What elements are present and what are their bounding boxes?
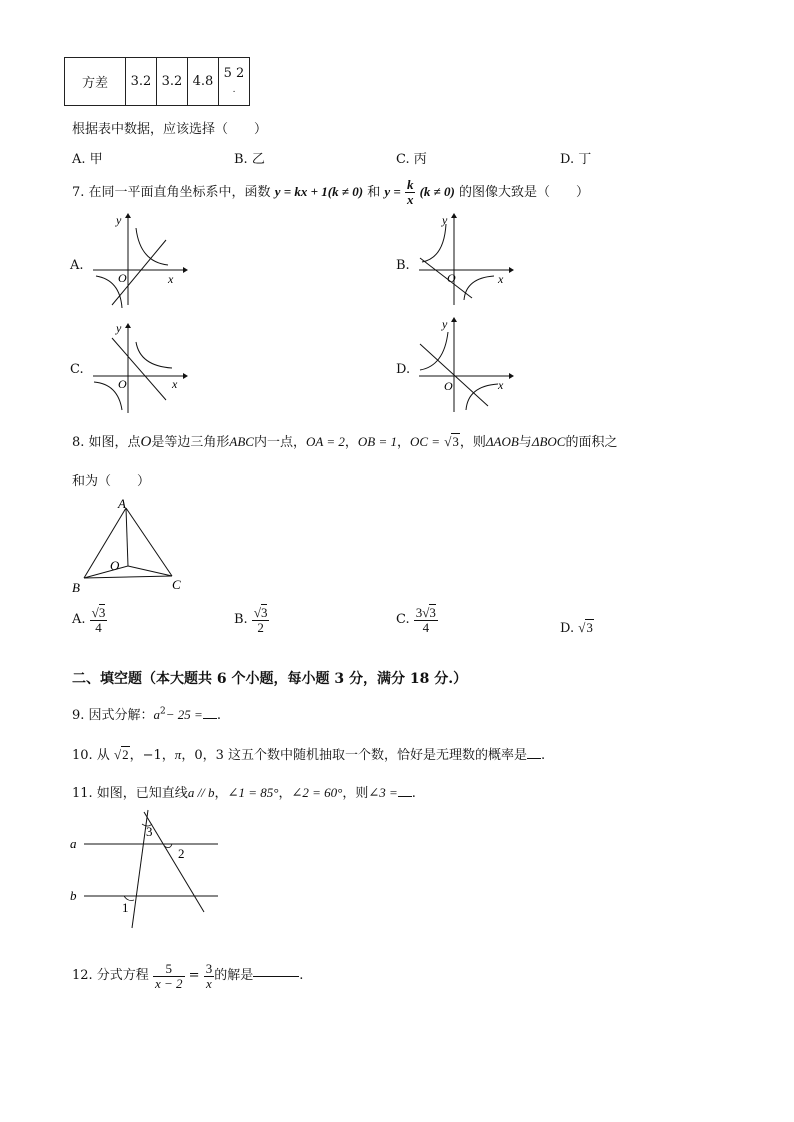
q11-tail: .: [411, 786, 416, 801]
q9-rest: − 25 =: [165, 707, 203, 722]
q8-option-a: [72, 606, 107, 634]
q8-abc: ABC: [229, 434, 254, 449]
q9: [72, 704, 221, 723]
q8-opt-b-rad: 3: [260, 605, 268, 620]
q7-option-b-letter: B.: [396, 258, 410, 273]
q8-opt-a-den: 4: [95, 619, 102, 635]
q10-neg1: −1: [142, 748, 162, 763]
table-cell: 3.2: [157, 58, 188, 106]
q10-text-b: ，: [129, 748, 143, 763]
q8-opt-c-den: 4: [422, 619, 430, 635]
q9-answer-blank[interactable]: [203, 718, 217, 719]
q8-opt-b-letter: B.: [234, 612, 248, 628]
q7-option-c-letter: C.: [70, 362, 84, 377]
q8-label-b: B: [72, 580, 80, 595]
q12-eq: =: [188, 968, 200, 984]
q9-tail: .: [216, 708, 221, 723]
table-cell: 4.8: [188, 58, 219, 106]
q7-eq2-lhs: y =: [384, 184, 401, 199]
q8-oc-radicand: 3: [452, 434, 459, 449]
q10-answer-blank[interactable]: [527, 758, 541, 759]
q11-label-a: a: [70, 836, 77, 851]
q8-text-d: 的面积之: [565, 435, 618, 450]
section-title: 二、填空题（本大题共 6 个小题，每小题 3 分，满分 18 分.）: [72, 671, 468, 687]
q11-a2: ∠2 = 60°: [291, 785, 343, 800]
q7-eq2-den: x: [406, 192, 414, 207]
q8-triangle-figure: [68, 494, 198, 598]
q8-label-c: C: [172, 577, 181, 592]
q8-oa: OA = 2: [305, 434, 345, 449]
q8-opt-d-rad: 3: [586, 620, 593, 635]
q7-option-d-letter: D.: [396, 362, 411, 377]
q12-tail: 的解是: [214, 968, 254, 984]
q7-and: 和: [367, 185, 381, 200]
q9-text: 9. 因式分解：: [72, 708, 154, 723]
q11: [72, 782, 416, 801]
q9-exp: 2: [160, 706, 166, 717]
q8-stem-line2: 和为（ ）: [72, 474, 151, 489]
q8-text-b: 是等边三角形: [151, 435, 230, 450]
q11-label-1: 1: [122, 900, 129, 915]
q8-label-a: A: [118, 496, 126, 511]
table-row: [65, 58, 250, 106]
q8-oc-lhs: OC =: [410, 434, 441, 449]
q8-ob: OB = 1: [357, 434, 397, 449]
q12-right-fraction: [204, 962, 215, 990]
q10-rad: 2: [122, 747, 129, 762]
q8-sep1: ，: [344, 435, 358, 450]
q11-text-c: ，: [278, 786, 292, 801]
q8-opt-c-num: 3√3: [415, 605, 436, 620]
q12: [72, 962, 303, 990]
q8-oc-sqrt: √3: [444, 434, 459, 449]
q8-opt-d-letter: D.: [560, 621, 575, 636]
q8-with: 与: [518, 435, 532, 450]
q7-option-a-letter: A.: [70, 258, 84, 273]
q8-option-c: [396, 606, 438, 634]
q6-option-d: D. 丁: [560, 152, 592, 167]
q7-eq2-fraction: [405, 178, 416, 206]
q6-option-b: B. 乙: [234, 152, 265, 167]
q11-parallel-lines-figure: [66, 806, 226, 932]
q7a-x-label: x: [168, 272, 174, 286]
q8-opt-b-frac: [252, 606, 270, 634]
table-cell: [219, 58, 250, 106]
q10-pi: π: [174, 747, 182, 762]
q8-option-b: [234, 606, 269, 634]
q7b-origin: O: [447, 271, 456, 285]
q7-eq2-cond: (k ≠ 0): [419, 184, 455, 199]
q11-label-2: 2: [178, 846, 185, 861]
q8-sep2: ，: [396, 435, 410, 450]
q8-option-d: [560, 620, 594, 636]
q7-eq1: y = kx + 1(k ≠ 0): [274, 184, 364, 199]
q9-base: a: [153, 707, 161, 722]
q7c-x-label: x: [172, 377, 178, 391]
q11-ab: a // b: [187, 785, 215, 800]
q8-opt-a-letter: A.: [72, 612, 86, 628]
q8-opt-a-rad: 3: [98, 605, 106, 620]
variance-table: [64, 57, 250, 106]
q7b-x-label: x: [498, 272, 504, 286]
q8-opt-c-rad: 3: [429, 605, 436, 620]
q7d-origin: O: [444, 379, 453, 393]
q7-graph-c: [88, 318, 198, 418]
q7c-origin: O: [118, 377, 127, 391]
q8-opt-c-frac: [414, 606, 438, 634]
q10-tail: .: [541, 748, 546, 763]
q11-a1: ∠1 = 85°: [227, 785, 279, 800]
q11-text-b: ，: [214, 786, 228, 801]
q7a-y-label: y: [116, 213, 122, 227]
table-label-cell: 方差: [65, 58, 126, 106]
q11-answer-blank[interactable]: [398, 796, 412, 797]
q7b-y-label: y: [442, 213, 448, 227]
q11-text-d: ，则: [342, 786, 369, 801]
q8-boc: ΔBOC: [531, 434, 566, 449]
q12-left-den: x − 2: [154, 975, 183, 991]
q8-opt-a-frac: [90, 606, 108, 634]
q7-stem: [72, 174, 589, 211]
q8-text-a: 8. 如图，点: [72, 435, 141, 450]
q10-sqrt: √2: [113, 747, 129, 762]
q12-left-fraction: [153, 962, 185, 990]
table-cell-sub: .: [232, 84, 236, 95]
q8-label-o: O: [110, 558, 120, 573]
q7-tail: 的图像大致是（ ）: [459, 185, 590, 200]
table-cell-value: 5 2: [223, 66, 245, 82]
q12-right-den: x: [206, 975, 212, 991]
q11-label-b: b: [70, 888, 77, 903]
q12-answer-blank[interactable]: [253, 976, 299, 977]
q10-text-a: 10. 从: [72, 748, 110, 763]
q8-opt-d-sqrt: √3: [578, 620, 593, 635]
q11-a3: ∠3 =: [368, 785, 398, 800]
q8-opt-a-num: √3: [91, 605, 106, 620]
q7d-y-label: y: [442, 317, 448, 331]
q6-option-a: A. 甲: [72, 152, 103, 167]
q7-graph-a: [88, 210, 198, 310]
q8-opt-b-den: 2: [257, 619, 264, 635]
q7-text: 7. 在同一平面直角坐标系中，函数: [72, 185, 271, 200]
q8-point-o: O: [140, 434, 152, 450]
q8-sep3: ，则: [459, 435, 486, 450]
table-cell: 3.2: [126, 58, 157, 106]
q11-label-3: 3: [146, 824, 153, 839]
q7-eq2-num: k: [406, 177, 414, 193]
q7d-x-label: x: [498, 378, 504, 392]
q12-left-num: 5: [153, 962, 185, 977]
q8-opt-b-num: √3: [253, 605, 268, 620]
q8-aob: ΔAOB: [485, 434, 519, 449]
q6-stem: 根据表中数据，应该选择（ ）: [72, 122, 268, 137]
q10: [72, 744, 545, 763]
q10-text-d: ，0，3 这五个数中随机抽取一个数，恰好是无理数的概率是: [181, 748, 527, 763]
q7a-origin: O: [118, 271, 127, 285]
q11-text-a: 11. 如图，已知直线: [72, 786, 188, 801]
q12-right-num: 3: [205, 961, 213, 976]
q7-graph-b: [414, 210, 524, 310]
q7-graph-d: [414, 314, 524, 414]
q8-stem-line1: [72, 430, 617, 455]
q10-text-c: ，: [161, 748, 175, 763]
q7c-y-label: y: [116, 321, 122, 335]
q6-option-c: C. 丙: [396, 152, 427, 167]
q8-opt-c-letter: C.: [396, 612, 410, 628]
q12-text: 12. 分式方程: [72, 968, 149, 984]
q8-opt-c-coef: 3: [415, 605, 423, 620]
q12-end: .: [299, 968, 304, 984]
q8-text-c: 内一点，: [253, 435, 306, 450]
